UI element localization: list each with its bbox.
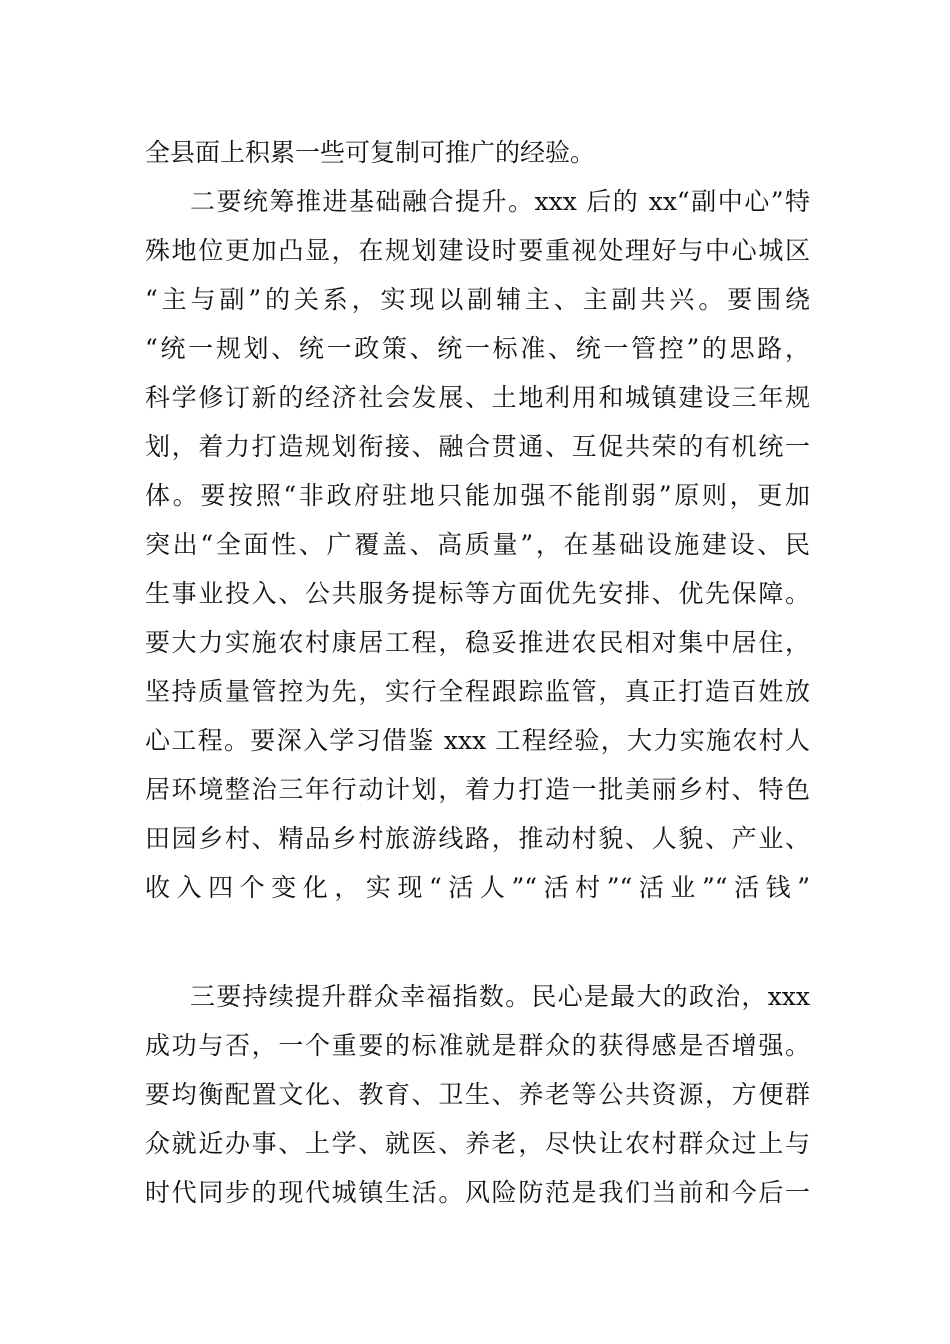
paragraph-second-line-2: 殊地位更加凸显，在规划建设时要重视处理好与中心城区 — [145, 236, 810, 265]
paragraph-second-line-10: 要大力实施农村康居工程，稳妥推进农民相对集中居住， — [145, 628, 810, 657]
paragraph-second-line-12: 心工程。要深入学习借鉴 xxx 工程经验，大力实施农村人 — [145, 726, 810, 755]
paragraph-third-line-1: 三要持续提升群众幸福指数。民心是最大的政治，xxx — [190, 982, 810, 1011]
paragraph-second-line-13: 居环境整治三年行动计划，着力打造一批美丽乡村、特色 — [145, 775, 810, 804]
paragraph-third-line-2: 成功与否，一个重要的标准就是群众的获得感是否增强。 — [145, 1031, 810, 1060]
paragraph-second-line-3: “主与副”的关系，实现以副辅主、主副共兴。要围绕 — [145, 285, 810, 314]
paragraph-second-line-9: 生事业投入、公共服务提标等方面优先安排、优先保障。 — [145, 579, 810, 608]
paragraph-second-line-14: 田园乡村、精品乡村旅游线路，推动村貌、人貌、产业、 — [145, 824, 810, 853]
paragraph-second-line-15: 收入四个变化，实现“活人”“活村”“活业”“活钱” — [145, 873, 810, 902]
paragraph-second-line-7: 体。要按照“非政府驻地只能加强不能削弱”原则，更加 — [145, 481, 810, 510]
paragraph-second-line-4: “统一规划、统一政策、统一标准、统一管控”的思路， — [145, 334, 810, 363]
paragraph-second-line-1: 二要统筹推进基础融合提升。xxx 后的 xx“副中心”特 — [190, 187, 810, 216]
paragraph-third-line-5: 时代同步的现代城镇生活。风险防范是我们当前和今后一 — [145, 1178, 810, 1207]
paragraph-third-line-3: 要均衡配置文化、教育、卫生、养老等公共资源，方便群 — [145, 1080, 810, 1109]
paragraph-third-line-4: 众就近办事、上学、就医、养老，尽快让农村群众过上与 — [145, 1129, 810, 1158]
paragraph-continuation-line-1: 全县面上积累一些可复制可推广的经验。 — [145, 138, 596, 167]
paragraph-second-line-6: 划，着力打造规划衔接、融合贯通、互促共荣的有机统一 — [145, 432, 810, 461]
paragraph-second-line-11: 坚持质量管控为先，实行全程跟踪监管，真正打造百姓放 — [145, 677, 810, 706]
paragraph-second-line-8: 突出“全面性、广覆盖、高质量”，在基础设施建设、民 — [145, 530, 810, 559]
paragraph-second-line-5: 科学修订新的经济社会发展、土地利用和城镇建设三年规 — [145, 383, 810, 412]
